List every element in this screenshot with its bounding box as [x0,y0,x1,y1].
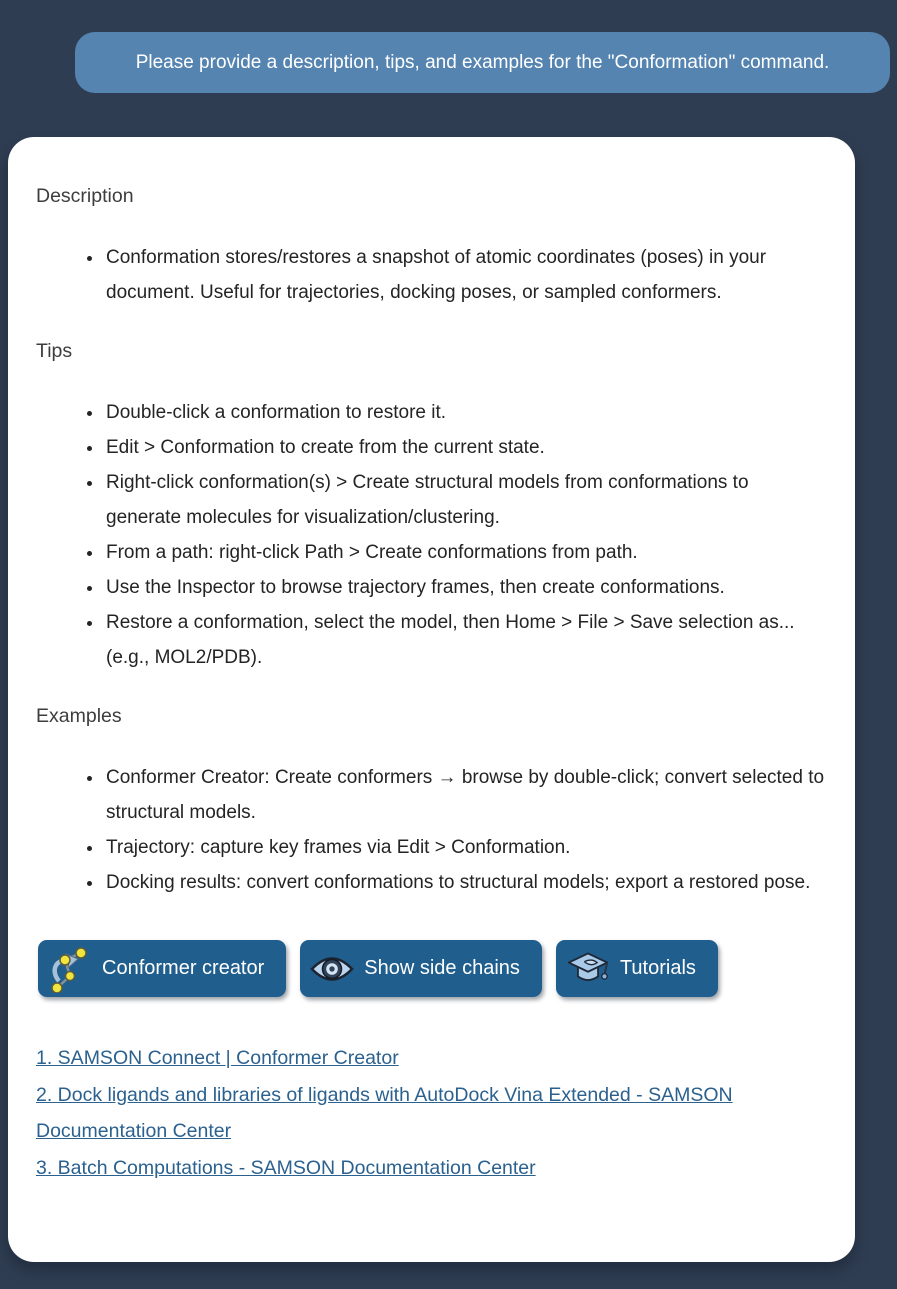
button-label: Show side chains [364,957,520,979]
bullet-item: • Conformer Creator: Create conformers → browse by double-click; convert selected to structural models. [104,760,825,830]
prompt-text: Please provide a description, tips, and examples for the "Conformation" command. [135,51,830,73]
link-batch-computations-docs[interactable]: 3. Batch Computations - SAMSON Documentation Center [36,1156,536,1179]
conformer-icon [48,944,92,994]
bullet-item: • Double-click a conformation to restore it. [104,395,825,430]
bullet-item: • Use the Inspector to browse trajectory frames, then create conformations. [104,570,825,605]
reference-links [36,1041,825,1187]
bullet-item: • Restore a conformation, select the model, then Home > File > Save selection as... (e.g., MOL2/PDB). [104,605,825,675]
prompt-banner [75,32,890,93]
bullet-item: • Docking results: convert conformations to structural models; export a restored pose. [104,865,825,900]
bullet-item: • Trajectory: capture key frames via Edit > Conformation. [104,830,825,865]
link-row [36,1078,825,1151]
action-buttons [38,940,825,997]
section-heading-tips: Tips [36,340,73,362]
tutorials-button[interactable] [556,940,718,997]
link-samson-connect-conformer-creator[interactable]: 1. SAMSON Connect | Conformer Creator [36,1047,399,1069]
tips-list [36,395,825,675]
bullet-item: • Edit > Conformation to create from the current state. [104,430,825,465]
graduation-cap-icon [566,944,610,994]
description-list [36,240,825,310]
bullet-item: • Right-click conformation(s) > Create structural models from conformations to generate molecules for visualization/clustering. [104,465,825,535]
link-row [36,1041,825,1078]
eye-icon [310,944,354,994]
section-heading-examples: Examples [36,705,122,727]
bullet-item: • From a path: right-click Path > Create conformations from path. [104,535,825,570]
bullet-item: • Conformation stores/restores a snapshot of atomic coordinates (poses) in your document. Useful for trajectories, docking poses, or sampled conformers. [104,240,825,310]
response-card [8,137,855,1262]
button-label: Tutorials [619,957,696,979]
examples-list [36,760,825,900]
link-autodock-vina-docs[interactable]: 2. Dock ligands and libraries of ligands with AutoDock Vina Extended - SAMSON Documentation Center [36,1083,733,1142]
section-heading-description: Description [36,185,134,207]
conformer-creator-button[interactable] [38,940,286,997]
show-side-chains-button[interactable] [300,940,542,997]
link-row [36,1151,825,1188]
button-label: Conformer creator [102,957,265,979]
